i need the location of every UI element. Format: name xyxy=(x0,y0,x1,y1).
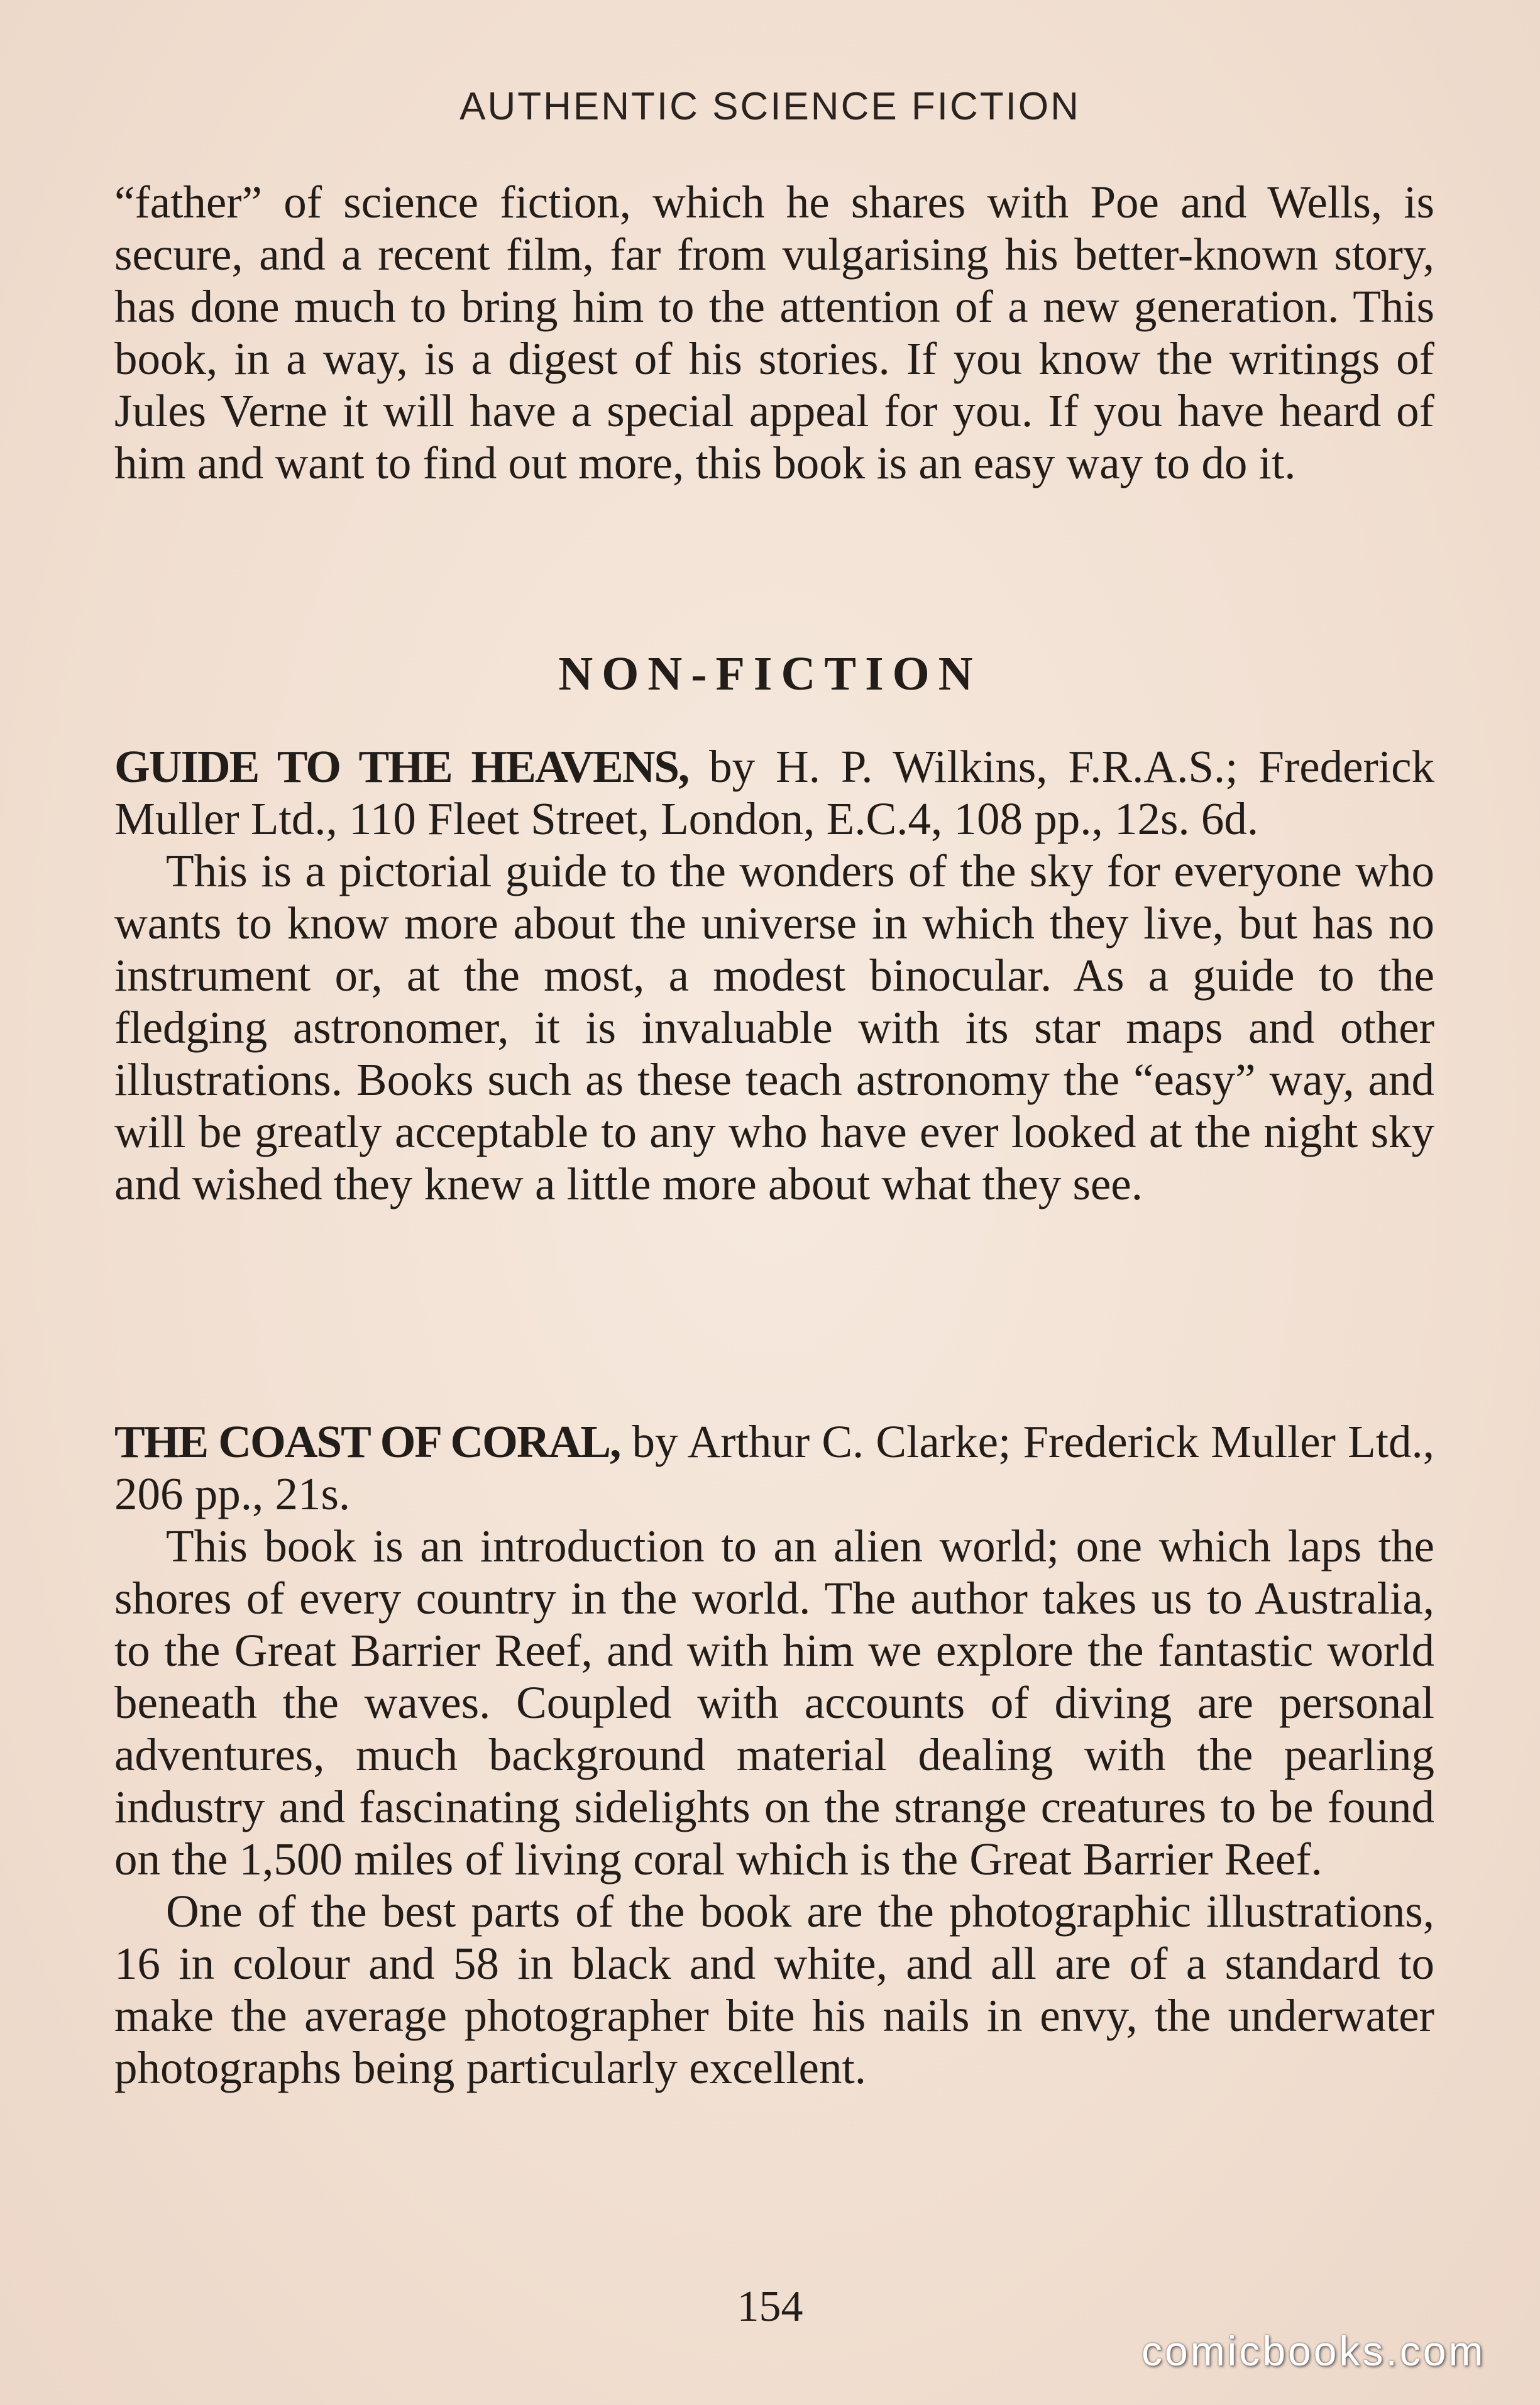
running-head: AUTHENTIC SCIENCE FICTION xyxy=(459,85,1081,128)
book-details: by Arthur C. Clarke; Frederick Muller Ltd., 206 pp., 21s. xyxy=(114,1416,1434,1519)
review-paragraph: One of the best parts of the book are the photographic illustrations, 16 in colour and 58 in black and white, and all are of a standard to make the average photographer bite his nails in envy, the underwater photographs being particularly excellent. xyxy=(114,1886,1434,2093)
intro-paragraph: “father” of science fiction, which he shares with Poe and Wells, is secure, and a recent film, far from vulgarising his better-known story, has done much to bring him to the attention of a new generation. This book, in a way, is a digest of his stories. If you know the writings of Jules Verne it will have a special appeal for you. If you have heard of him and want to find out more, this book is an easy way to do it. xyxy=(114,177,1434,488)
book-title: GUIDE TO THE HEAVENS, xyxy=(114,741,689,792)
watermark: comicbooks.com xyxy=(1141,2328,1486,2374)
review-citation xyxy=(114,1416,1434,1520)
review-paragraph: This is a pictorial guide to the wonders of the sky for everyone who wants to know more about the universe in which they live, but has no instrument or, at the most, a modest binocular. As a guide to the fledging astronomer, it is invaluable with its star maps and other illustrations. Books such as these teach astronomy the “easy” way, and will be greatly acceptable to any who have ever looked at the night sky and wished they knew a little more about what they see. xyxy=(114,845,1434,1209)
book-details: by H. P. Wilkins, F.R.A.S.; Frederick Muller Ltd., 110 Fleet Street, London, E.C.4, 108 pp., 12s. 6d. xyxy=(114,741,1434,844)
review-paragraph: This book is an introduction to an alien world; one which laps the shores of every country in the world. The author takes us to Australia, to the Great Barrier Reef, and with him we explore the fantastic world beneath the waves. Coupled with accounts of diving are personal adventures, much background material dealing with the pearling industry and fascinating sidelights on the strange creatures to be found on the 1,500 miles of living coral which is the Great Barrier Reef. xyxy=(114,1521,1434,1885)
review-guide-to-the-heavens xyxy=(114,740,1434,1210)
section-heading: NON-FICTION xyxy=(558,647,982,700)
book-title: THE COAST OF CORAL, xyxy=(114,1416,620,1467)
review-the-coast-of-coral xyxy=(114,1416,1434,2094)
page-number: 154 xyxy=(737,2282,803,2331)
intro-paragraph-block xyxy=(114,176,1434,489)
review-citation xyxy=(114,740,1434,845)
